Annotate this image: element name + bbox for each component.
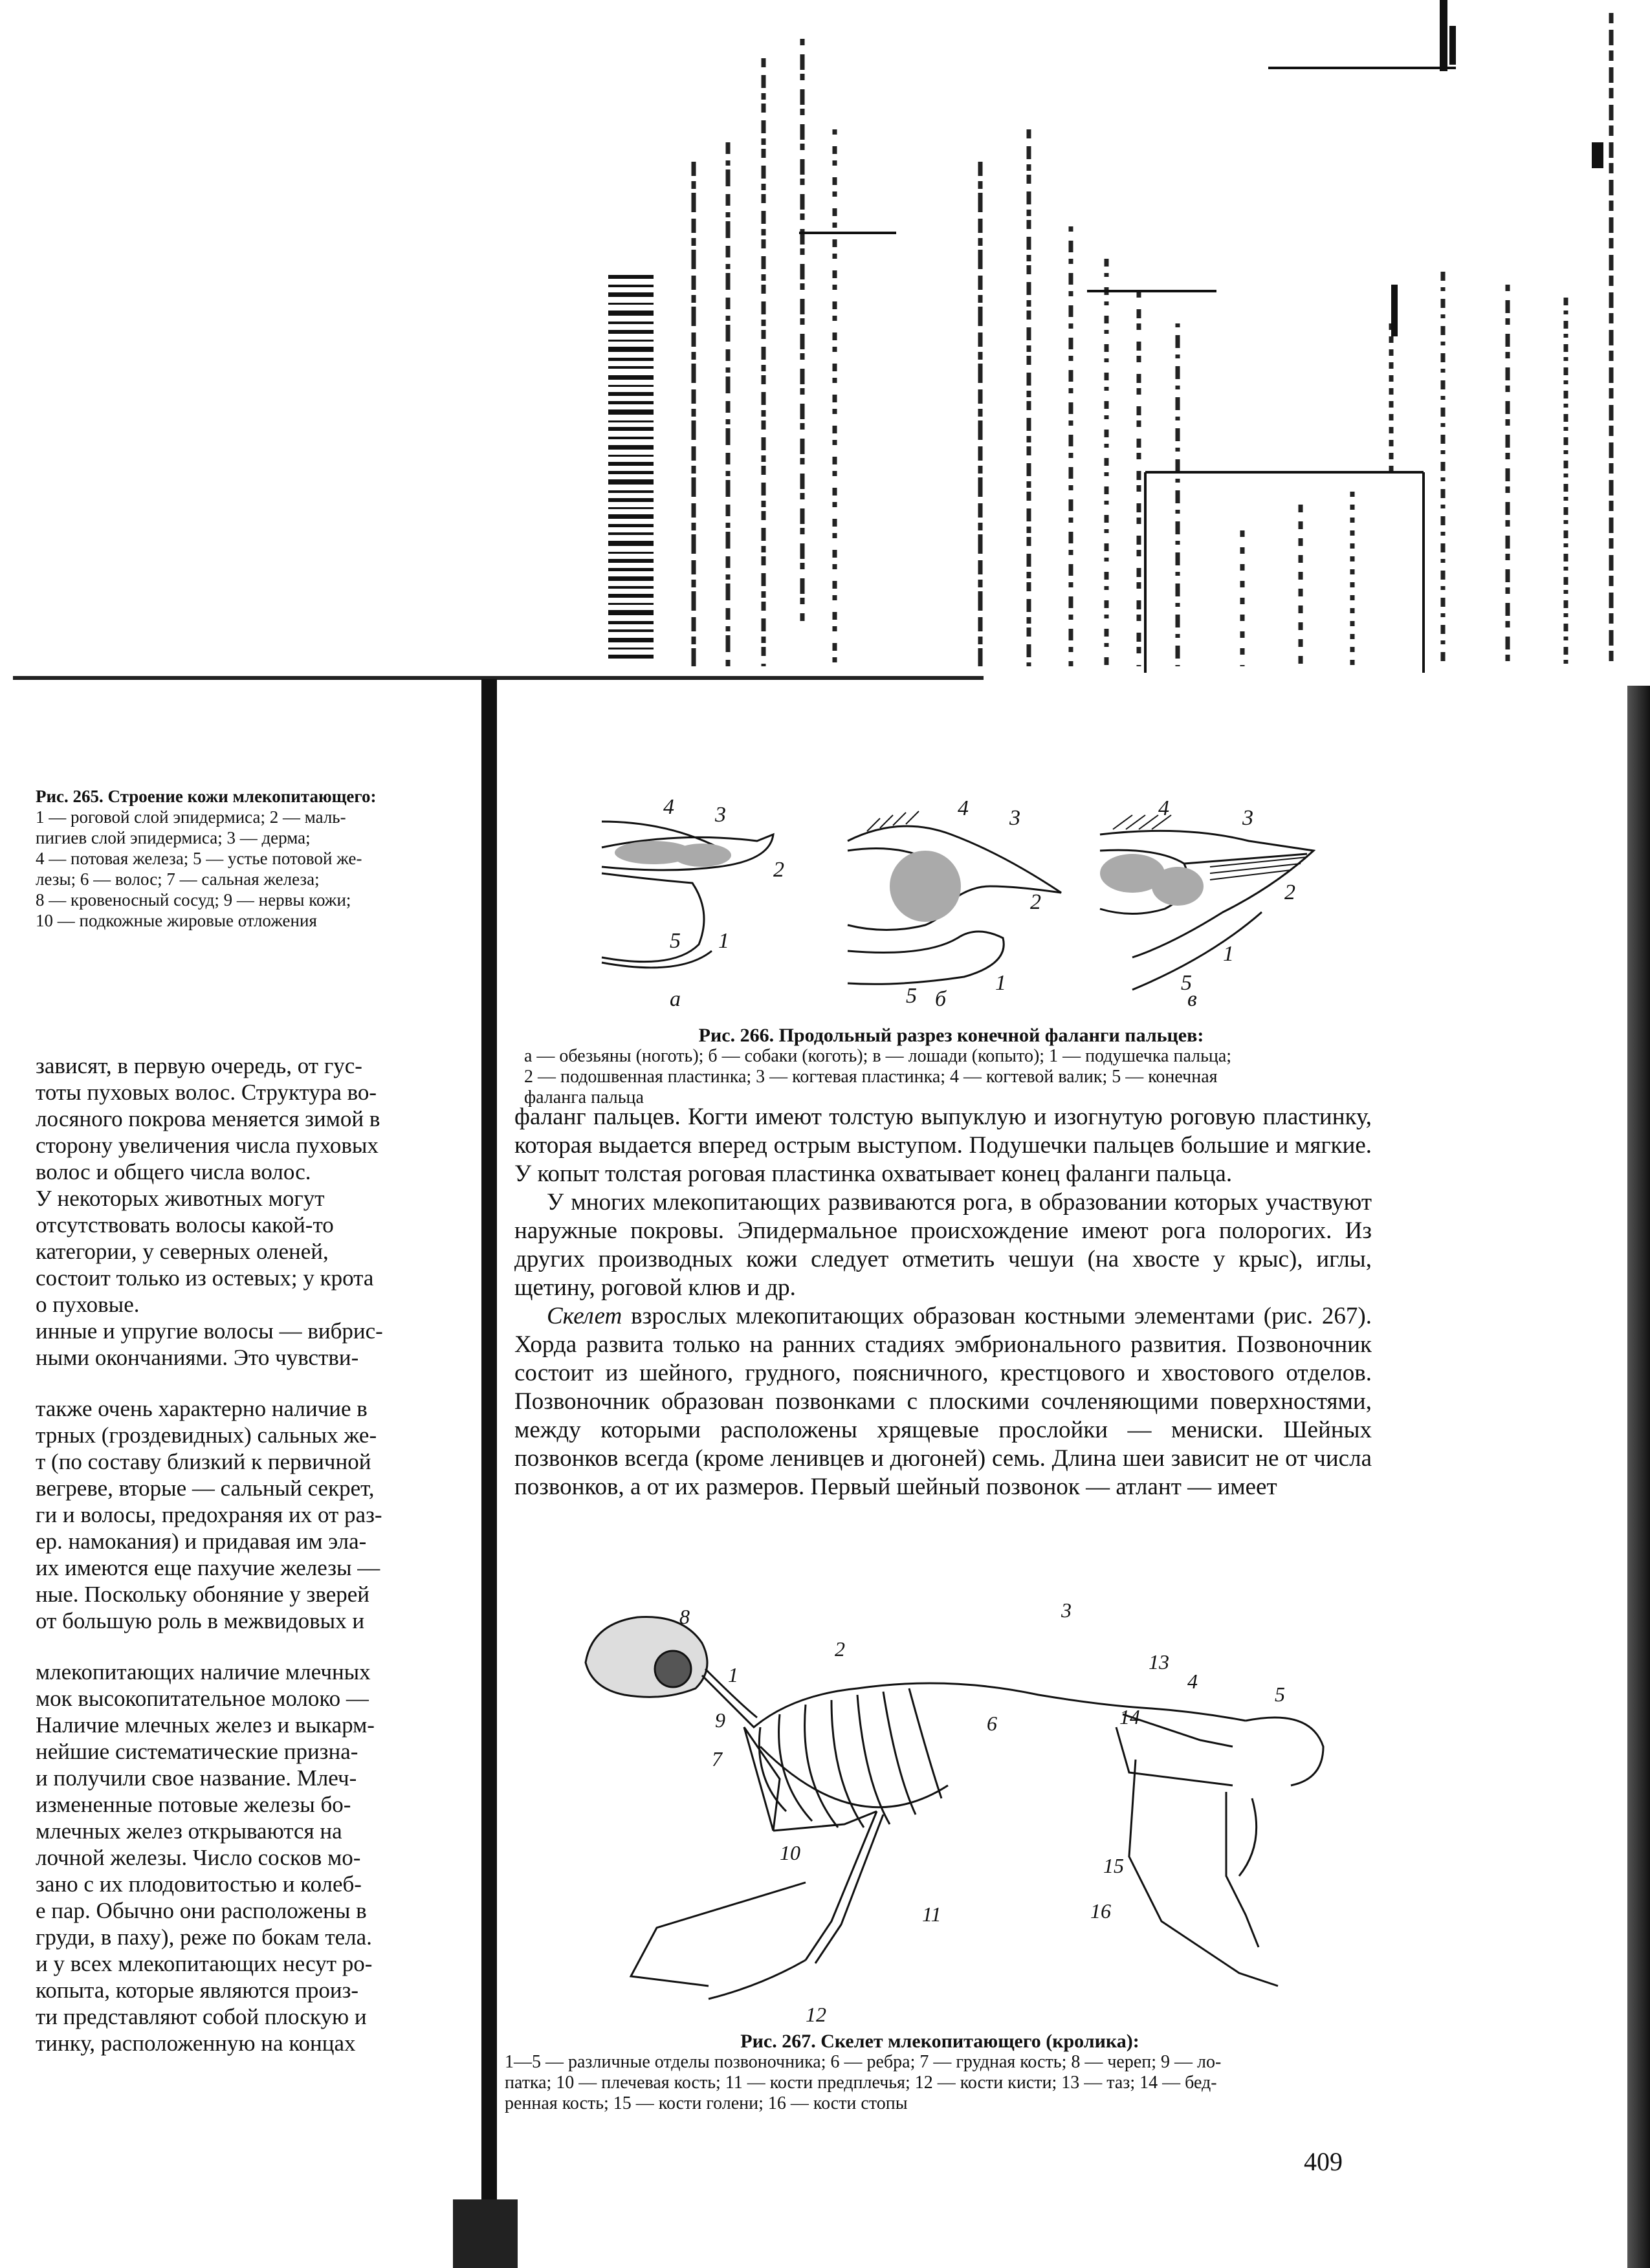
fig266-caption-title: Рис. 266. Продольный разрез конечной фаланги пальцев: [698, 1025, 1204, 1046]
fig267-label-6: 6 [987, 1712, 997, 1735]
page-number: 409 [1304, 2147, 1343, 2176]
fig267-label-10: 10 [780, 1841, 800, 1864]
line-gap [36, 1371, 440, 1395]
fig267-caption-line: патка; 10 — плечевая кость; 11 — кости предплечья; 12 — кости кисти; 13 — таз; 14 — бед- [505, 2073, 1217, 2093]
fig265-caption-line: 8 — кровеносный сосуд; 9 — нервы кожи; [36, 890, 351, 910]
text-line: лосяного покрова меняется зимой в [36, 1106, 380, 1131]
fig266-caption-line: фаланга пальца [524, 1087, 644, 1107]
term-skeleton: Скелет [547, 1303, 622, 1329]
fig266-drawing [563, 796, 1385, 1009]
text-line: волос и общего числа волос. [36, 1159, 311, 1184]
fig267-caption-line: 1—5 — различные отделы позвоночника; 6 — ребра; 7 — грудная кость; 8 — череп; 9 — ло- [505, 2052, 1222, 2072]
text-line: тоты пуховых волос. Структура во- [36, 1080, 377, 1105]
line-gap [36, 1634, 440, 1659]
fig267-label-5: 5 [1275, 1683, 1285, 1706]
fig267-caption-title: Рис. 267. Скелет млекопитающего (кролика): [740, 2031, 1139, 2052]
fig267-label-12: 12 [806, 2003, 826, 2026]
fig267-label-1: 1 [728, 1663, 738, 1686]
scan-artifact-band [0, 0, 1650, 686]
text-line: нейшие систематические призна- [36, 1739, 358, 1764]
fig266-label-2b: 2 [1030, 890, 1041, 914]
text-line: ные. Поскольку обоняние у зверей [36, 1582, 369, 1607]
fig266-label-5b: 5 [906, 984, 917, 1008]
text-line: и получили свое название. Млеч- [36, 1765, 357, 1791]
fig265-caption-title: Рис. 265. Строение кожи млекопитающего: [36, 787, 377, 806]
fig266-label-3b: 3 [1009, 806, 1020, 830]
fig266-label-5c: 5 [1181, 971, 1192, 995]
text-line: категории, у северных оленей, [36, 1239, 329, 1264]
fig267-label-13: 13 [1149, 1650, 1169, 1674]
paragraph [514, 1302, 1372, 1501]
text-line: зано с их плодовитостью и колеб- [36, 1871, 362, 1897]
fig266-label-1a: 1 [718, 929, 729, 953]
fig266-label-a: а [670, 987, 681, 1009]
fig267-label-7: 7 [712, 1747, 722, 1771]
page-right-edge-shadow [1627, 686, 1650, 2268]
text-line: о пуховые. [36, 1292, 140, 1317]
fig266-label-5a: 5 [670, 929, 681, 953]
fig267-caption-line: ренная кость; 15 — кости голени; 16 — кости стопы [505, 2093, 908, 2113]
fig265-caption-line: 10 — подкожные жировые отложения [36, 911, 317, 930]
fig265-caption-line: пигиев слой эпидермиса; 3 — дерма; [36, 828, 311, 847]
fig267-label-4: 4 [1187, 1670, 1198, 1693]
text-line: ными окончаниями. Это чувстви- [36, 1345, 359, 1370]
fig266-caption [524, 1025, 1378, 1108]
fig265-caption-line: лезы; 6 — волос; 7 — сальная железа; [36, 869, 320, 889]
paragraph-body: взрослых млекопитающих образован костными элементами (рис. 267). Хорда развита только на ранних стадиях эмбрионального развития. Позвоночник состоит из шейного, грудного, поясничного, крестцового и хвостового отделов. Позвоночник образован позвонками с плоскими сочленяющими поверхностями, между которыми расположены хрящевые прослойки — мениски. Шейных позвонков всегда (кроме ленивцев и дюгоней) семь. Длина шеи зависит не от числа позвонков, а от их размеров. Первый шейный позвонок — атлант — имеет [514, 1303, 1372, 1500]
fig266-label-2a: 2 [773, 858, 784, 882]
fig267-label-15: 15 [1103, 1854, 1124, 1877]
fig267-drawing [547, 1598, 1369, 2038]
text-line: млечных желез открываются на [36, 1818, 342, 1844]
fig267-label-9: 9 [715, 1708, 725, 1732]
text-line: сторону увеличения числа пуховых [36, 1133, 379, 1158]
fig265-caption-line: 4 — потовая железа; 5 — устье потовой же- [36, 849, 362, 868]
text-line: состоит только из остевых; у крота [36, 1265, 374, 1291]
fig266-label-v: в [1187, 987, 1197, 1009]
fig267-label-11: 11 [922, 1903, 941, 1926]
text-line: отсутствовать волосы какой-то [36, 1212, 334, 1238]
paragraph: У многих млекопитающих развиваются рога, в образовании которых участвуют наружные покровы. Эпидермальное происхождение имеют рога полорогих. Из других производных кожи следует отметить чешуи (на хвосте у крыс), иглы, щетину, роговой клюв и др. [514, 1189, 1372, 1301]
fig266-label-4a: 4 [663, 796, 674, 819]
text-line: груди, в паху), реже по бокам тела. [36, 1925, 372, 1950]
fig267-label-16: 16 [1090, 1899, 1111, 1923]
fig267-caption [505, 2031, 1375, 2114]
page-gutter [481, 679, 497, 2268]
paragraph: фаланг пальцев. Когти имеют толстую выпуклую и изогнутую роговую пластинку, которая выдается вперед острым выступом. Подушечки пальцев большие и мягкие. У копыт толстая роговая пластинка охватывает конец фаланги пальца. [514, 1104, 1372, 1187]
fig266-label-1b: 1 [995, 971, 1006, 995]
fig265-caption [36, 786, 443, 931]
text-line: е пар. Обычно они расположены в [36, 1898, 367, 1923]
fig267-label-2: 2 [835, 1637, 845, 1661]
fig266-label-4b: 4 [958, 796, 969, 820]
fig266-caption-line: а — обезьяны (ноготь); б — собаки (коготь); в — лошади (копыто); 1 — подушечка пальца; [524, 1046, 1232, 1066]
text-line: вегреве, вторые — сальный секрет, [36, 1476, 375, 1501]
page-bottom-shadow [453, 2199, 518, 2268]
text-line: зависят, в первую очередь, от гус- [36, 1053, 362, 1078]
fig266-label-b: б [935, 987, 947, 1009]
text-line: мок высокопитательное молоко — [36, 1686, 369, 1711]
fig267-label-8: 8 [679, 1605, 690, 1628]
text-line: и у всех млекопитающих несут ро- [36, 1951, 373, 1976]
text-line: млекопитающих наличие млечных [36, 1659, 371, 1685]
fig266-label-3c: 3 [1242, 806, 1253, 830]
text-line: инные и упругие волосы — вибрис- [36, 1318, 383, 1344]
text-line: ер. намокания) и придавая им эла- [36, 1529, 367, 1554]
fig266-caption-line: 2 — подошвенная пластинка; 3 — когтевая пластинка; 4 — когтевой валик; 5 — конечная [524, 1067, 1218, 1087]
fig266-label-4c: 4 [1158, 796, 1169, 820]
text-line: измененные потовые железы бо- [36, 1792, 351, 1817]
text-line: копыта, которые являются произ- [36, 1978, 359, 2003]
text-line: лочной железы. Число сосков мо- [36, 1845, 361, 1870]
text-line: тинку, расположенную на концах [36, 2031, 356, 2056]
text-line: ти представляют собой плоскую и [36, 2004, 367, 2029]
text-line: ги и волосы, предохраняя их от раз- [36, 1502, 382, 1527]
fig266-label-2c: 2 [1284, 880, 1295, 904]
text-line: от большую роль в межвидовых и [36, 1608, 365, 1633]
text-line: также очень характерно наличие в [36, 1396, 368, 1421]
text-line: трных (гроздевидных) сальных же- [36, 1423, 377, 1448]
fig267-label-3: 3 [1061, 1598, 1072, 1622]
text-line: У некоторых животных могут [36, 1186, 325, 1211]
text-line: их имеются еще пахучие железы — [36, 1555, 380, 1580]
fig265-caption-line: 1 — роговой слой эпидермиса; 2 — маль- [36, 807, 346, 827]
text-line: Наличие млечных желез и выкарм- [36, 1712, 375, 1738]
main-body-text [514, 1103, 1372, 1501]
fig266-label-1c: 1 [1223, 942, 1234, 966]
scan-separator-line [13, 676, 984, 680]
left-column-text [36, 1052, 440, 2056]
fig267-label-14: 14 [1119, 1705, 1140, 1728]
text-line: т (по составу близкий к первичной [36, 1449, 371, 1474]
fig266-label-3a: 3 [715, 803, 726, 827]
